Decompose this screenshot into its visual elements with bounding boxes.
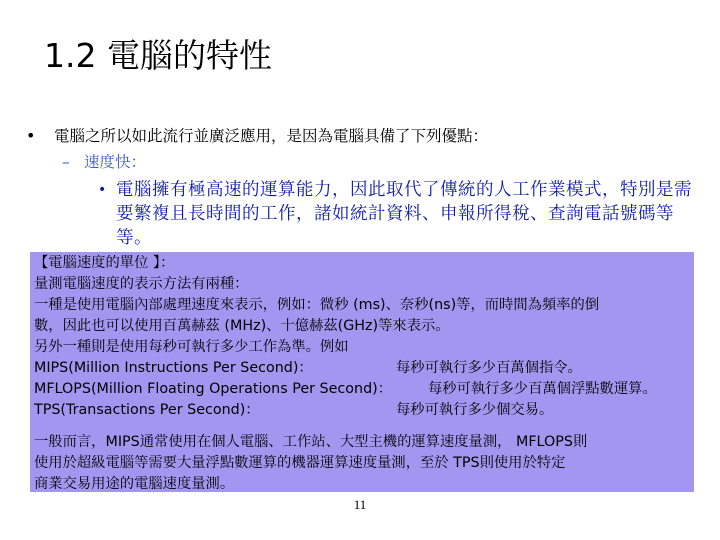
bullet-intro-text: 電腦之所以如此流行並廣泛應用，是因為電腦具備了下列優點：: [54, 127, 489, 145]
mips-description: 每秒可執行多少百萬個指令。: [396, 360, 582, 376]
sub-sub-bullet-marker: •: [98, 182, 107, 198]
slide-title: 1.2 電腦的特性: [44, 36, 272, 75]
note-line: 一種是使用電腦內部處理速度來表示，例如：微秒 (ms)、奈秒(ns)等，而時間為頻率的倒: [34, 297, 600, 313]
note-paragraph-line: 商業交易用途的電腦速度量測。: [34, 476, 235, 492]
note-heading: 【電腦速度的單位 】：: [34, 255, 175, 271]
bullet-marker: •: [26, 126, 36, 145]
note-line: 另外一種則是使用每秒可執行多少工作為準。例如: [34, 339, 349, 355]
note-paragraph-line: 使用於超級電腦等需要大量浮點數運算的機器運算速度量測，至於 TPS則使用於特定: [34, 455, 566, 471]
sub-bullet-speed-text: 速度快：: [84, 153, 147, 171]
tps-term: TPS(Transactions Per Second)：: [34, 402, 260, 418]
mflops-term: MFLOPS(Million Floating Operations Per Second)：: [34, 381, 393, 397]
page-number: 11: [353, 497, 367, 512]
tps-description: 每秒可執行多少個交易。: [396, 402, 554, 418]
mflops-description: 每秒可執行多少百萬個浮點數運算。: [428, 381, 657, 397]
note-line: 數，因此也可以使用百萬赫茲 (MHz)、十億赫茲(GHz)等來表示。: [34, 318, 450, 334]
sub-bullet-marker: –: [62, 153, 70, 171]
note-paragraph-line: 一般而言，MIPS通常使用在個人電腦、工作站、大型主機的運算速度量測， MFLOPS則: [34, 434, 588, 450]
speed-units-note-box: [30, 252, 694, 492]
note-line: 量測電腦速度的表示方法有兩種：: [34, 276, 249, 292]
mips-term: MIPS(Million Instructions Per Second)：: [34, 360, 313, 376]
speed-detail-text: 電腦擁有極高速的運算能力，因此取代了傳統的人工作業模式，特別是需要繁複且長時間的工作，諸如統計資料、申報所得稅、查詢電話號碼等等。: [116, 180, 692, 248]
